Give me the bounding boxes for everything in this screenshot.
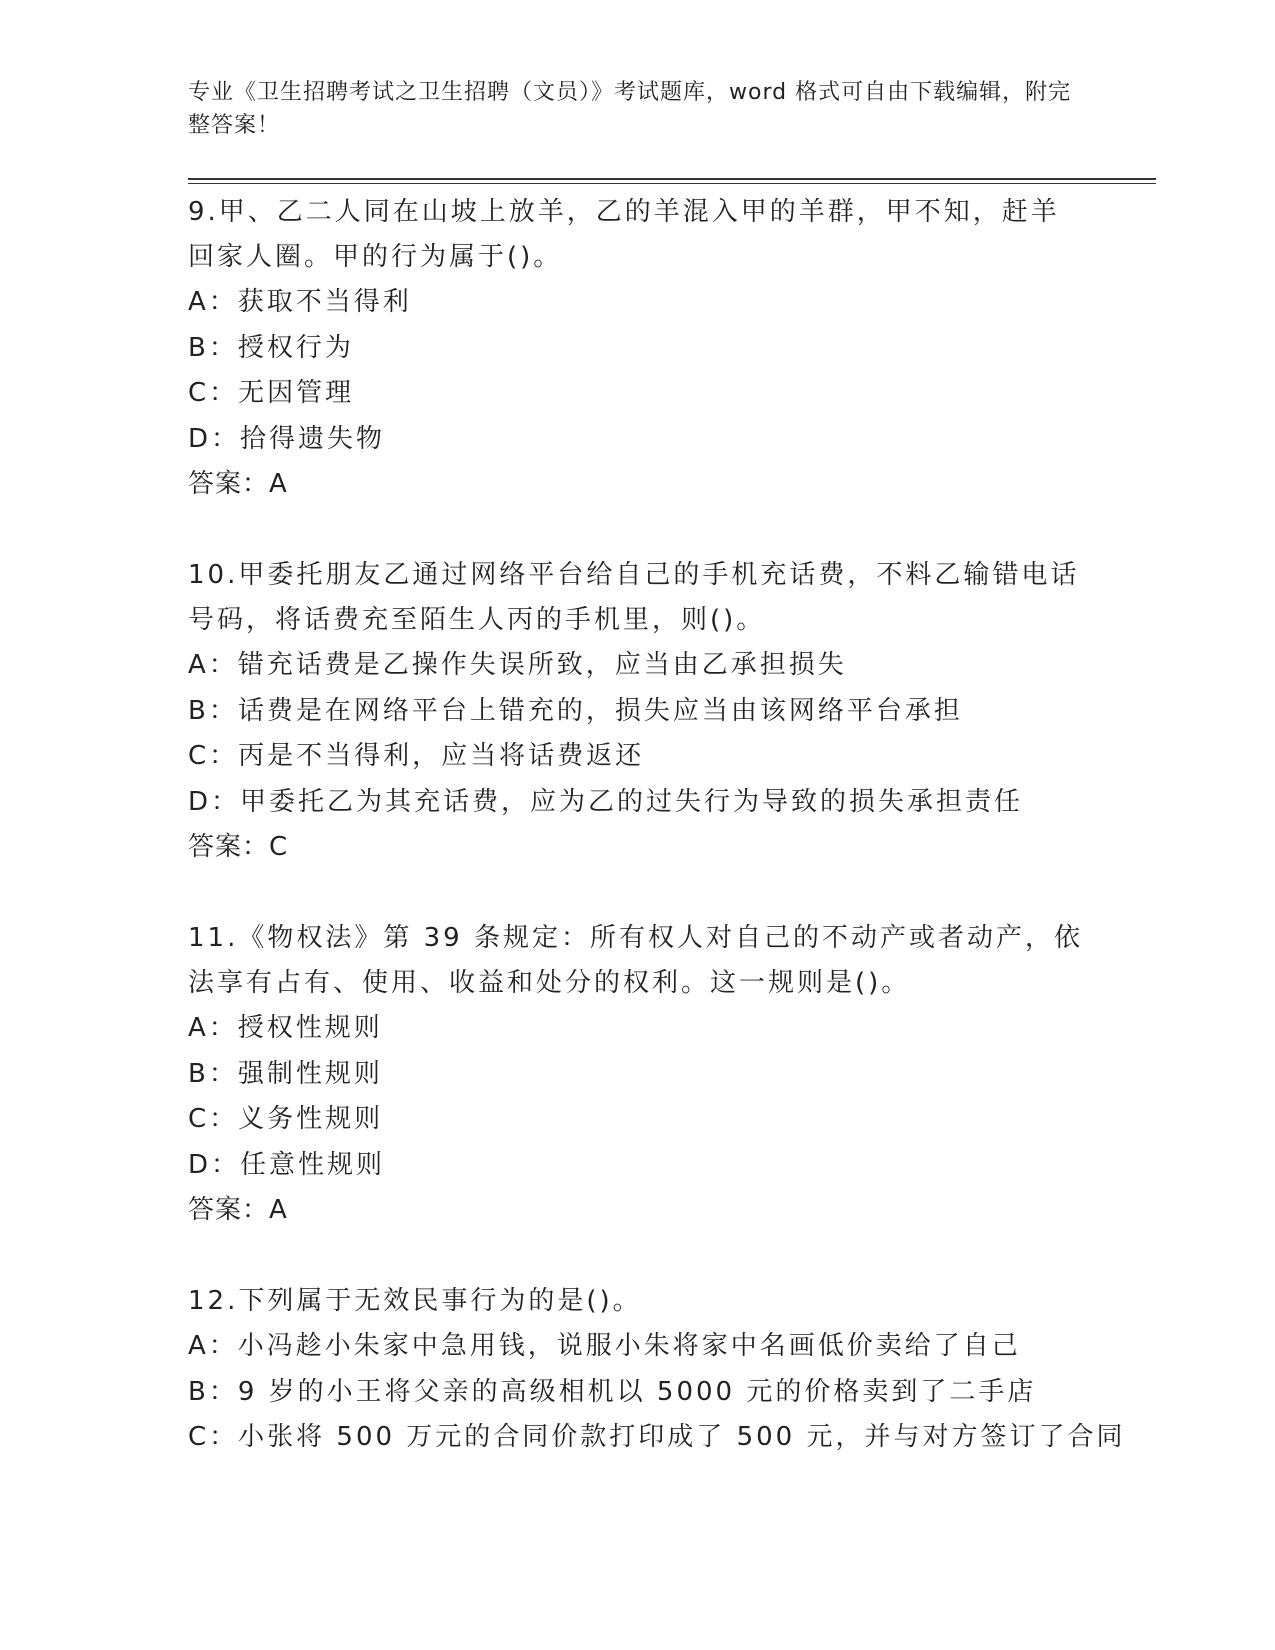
option-a: A：授权性规则 — [188, 1013, 383, 1043]
question-stem: 10.甲委托朋友乙通过网络平台给自己的手机充话费，不料乙输错电话号码，将话费充至陌生人丙的手机里，则()。 — [188, 560, 1080, 635]
option-d: D：甲委托乙为其充话费，应为乙的过失行为导致的损失承担责任 — [188, 786, 1024, 817]
question-list — [188, 190, 1126, 1507]
header-divider-thick — [188, 178, 1156, 180]
question-stem: 9.甲、乙二人同在山坡上放羊，乙的羊混入甲的羊群，甲不知，赶羊回家人圈。甲的行为属于()。 — [188, 197, 1060, 272]
option-b: B：9 岁的小王将父亲的高级相机以 5000 元的价格卖到了二手店 — [188, 1376, 1037, 1407]
question-item — [188, 553, 1088, 870]
option-b: B：授权行为 — [188, 332, 354, 363]
answer-line: 答案：C — [188, 832, 289, 862]
question-item — [188, 1279, 1126, 1461]
option-a: A：获取不当得利 — [188, 287, 412, 317]
answer-line: 答案：A — [188, 469, 288, 499]
question-stem: 11.《物权法》第 39 条规定：所有权人对自己的不动产或者动产，依法享有占有、使用、收益和处分的权利。这一规则是()。 — [188, 923, 1083, 998]
option-a: A：错充话费是乙操作失误所致，应当由乙承担损失 — [188, 650, 847, 680]
option-c: C：丙是不当得利，应当将话费返还 — [188, 741, 645, 771]
header-divider-thin — [188, 183, 1156, 184]
option-c: C：义务性规则 — [188, 1104, 384, 1134]
option-d: D：拾得遗失物 — [188, 423, 386, 454]
option-a: A：小冯趁小朱家中急用钱，说服小朱将家中名画低价卖给了自己 — [188, 1331, 1021, 1361]
option-c: C：无因管理 — [188, 378, 355, 408]
answer-line: 答案：A — [188, 1195, 288, 1225]
option-d: D：任意性规则 — [188, 1149, 386, 1180]
option-b: B：话费是在网络平台上错充的，损失应当由该网络平台承担 — [188, 695, 963, 726]
option-b: B：强制性规则 — [188, 1058, 383, 1089]
question-stem: 12.下列属于无效民事行为的是()。 — [188, 1286, 642, 1316]
option-c: C：小张将 500 万元的合同价款打印成了 500 元，并与对方签订了合同 — [188, 1422, 1126, 1452]
question-item — [188, 916, 1088, 1233]
question-item — [188, 190, 1088, 507]
document-intro: 专业《卫生招聘考试之卫生招聘（文员）》考试题库，word 格式可自由下载编辑，附完整答案！ — [188, 80, 1072, 138]
